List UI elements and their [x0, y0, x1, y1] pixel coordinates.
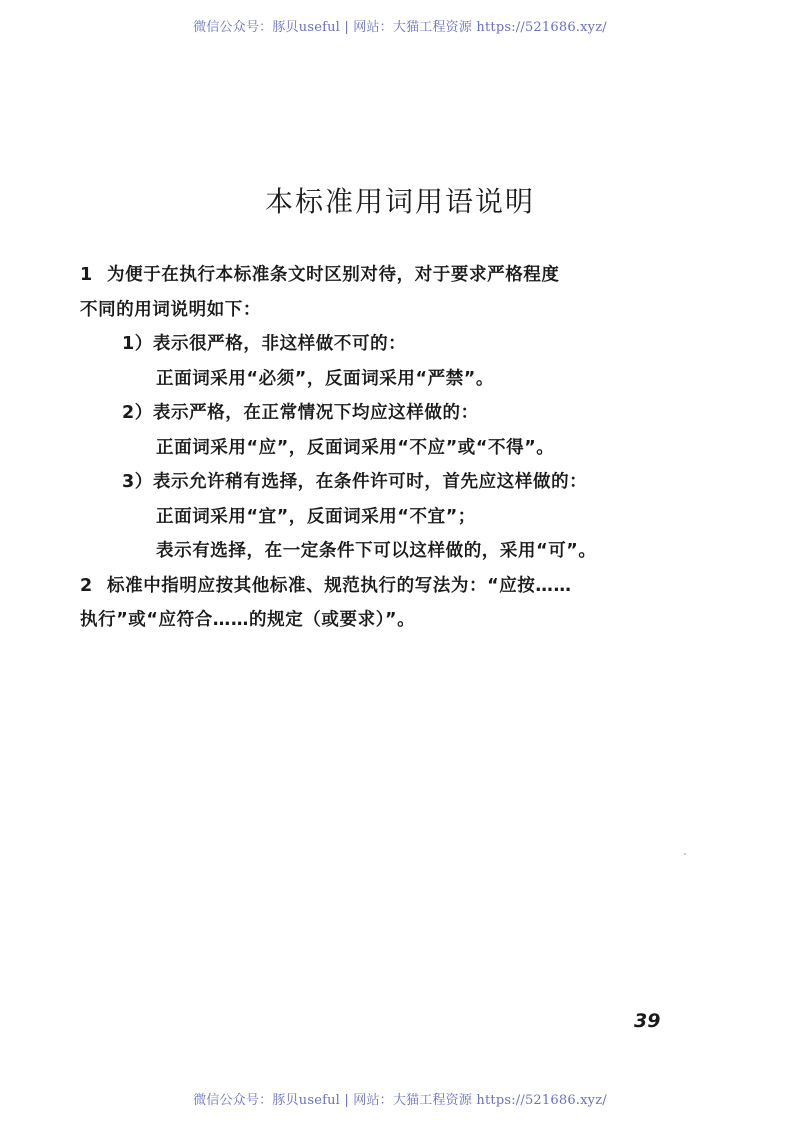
item-1-line-2: 不同的用词说明如下：: [80, 299, 261, 320]
item-2-line-2: 执行”或“应符合……的规定（或要求）”。: [80, 610, 416, 630]
page-title: 本标准用词用语说明: [264, 185, 535, 218]
watermark-top: 微信公众号：豚贝useful | 网站：大猫工程资源 https://521686.xyz/: [193, 20, 607, 35]
item-2-text: 标准中指明应按其他标准、规范执行的写法为：“应按……: [107, 575, 572, 596]
item-1-line-1: [80, 258, 690, 293]
item-2-number: 2: [80, 575, 93, 596]
sub-item-3-text-1: 正面词采用“宜”，反面词采用“不宜”；: [156, 506, 476, 527]
item-1-text: 为便于在执行本标准条文时区别对待，对于要求严格程度: [107, 265, 560, 285]
sub-item-2-text: 正面词采用“应”，反面词采用“不应”或“不得”。: [156, 437, 555, 458]
sub-item-2-label: 2）表示严格，在正常情况下均应这样做的：: [122, 403, 479, 423]
document-body: [80, 258, 690, 638]
sub-item-1-text: 正面词采用“必须”，反面词采用“严禁”。: [156, 368, 495, 389]
item-1-number: 1: [80, 265, 93, 285]
sub-item-3-text-2: 表示有选择，在一定条件下可以这样做的，采用“可”。: [156, 541, 597, 561]
scan-speck: [684, 853, 686, 855]
page-number: 39: [634, 1010, 661, 1032]
sub-item-3-label: 3）表示允许稍有选择，在条件许可时，首先应这样做的：: [122, 472, 588, 492]
watermark-bottom: 微信公众号：豚贝useful | 网站：大猫工程资源 https://521686.xyz/: [193, 1093, 607, 1108]
item-2-line-1: [80, 569, 690, 604]
sub-item-1-label: 1）表示很严格，非这样做不可的：: [122, 334, 407, 354]
